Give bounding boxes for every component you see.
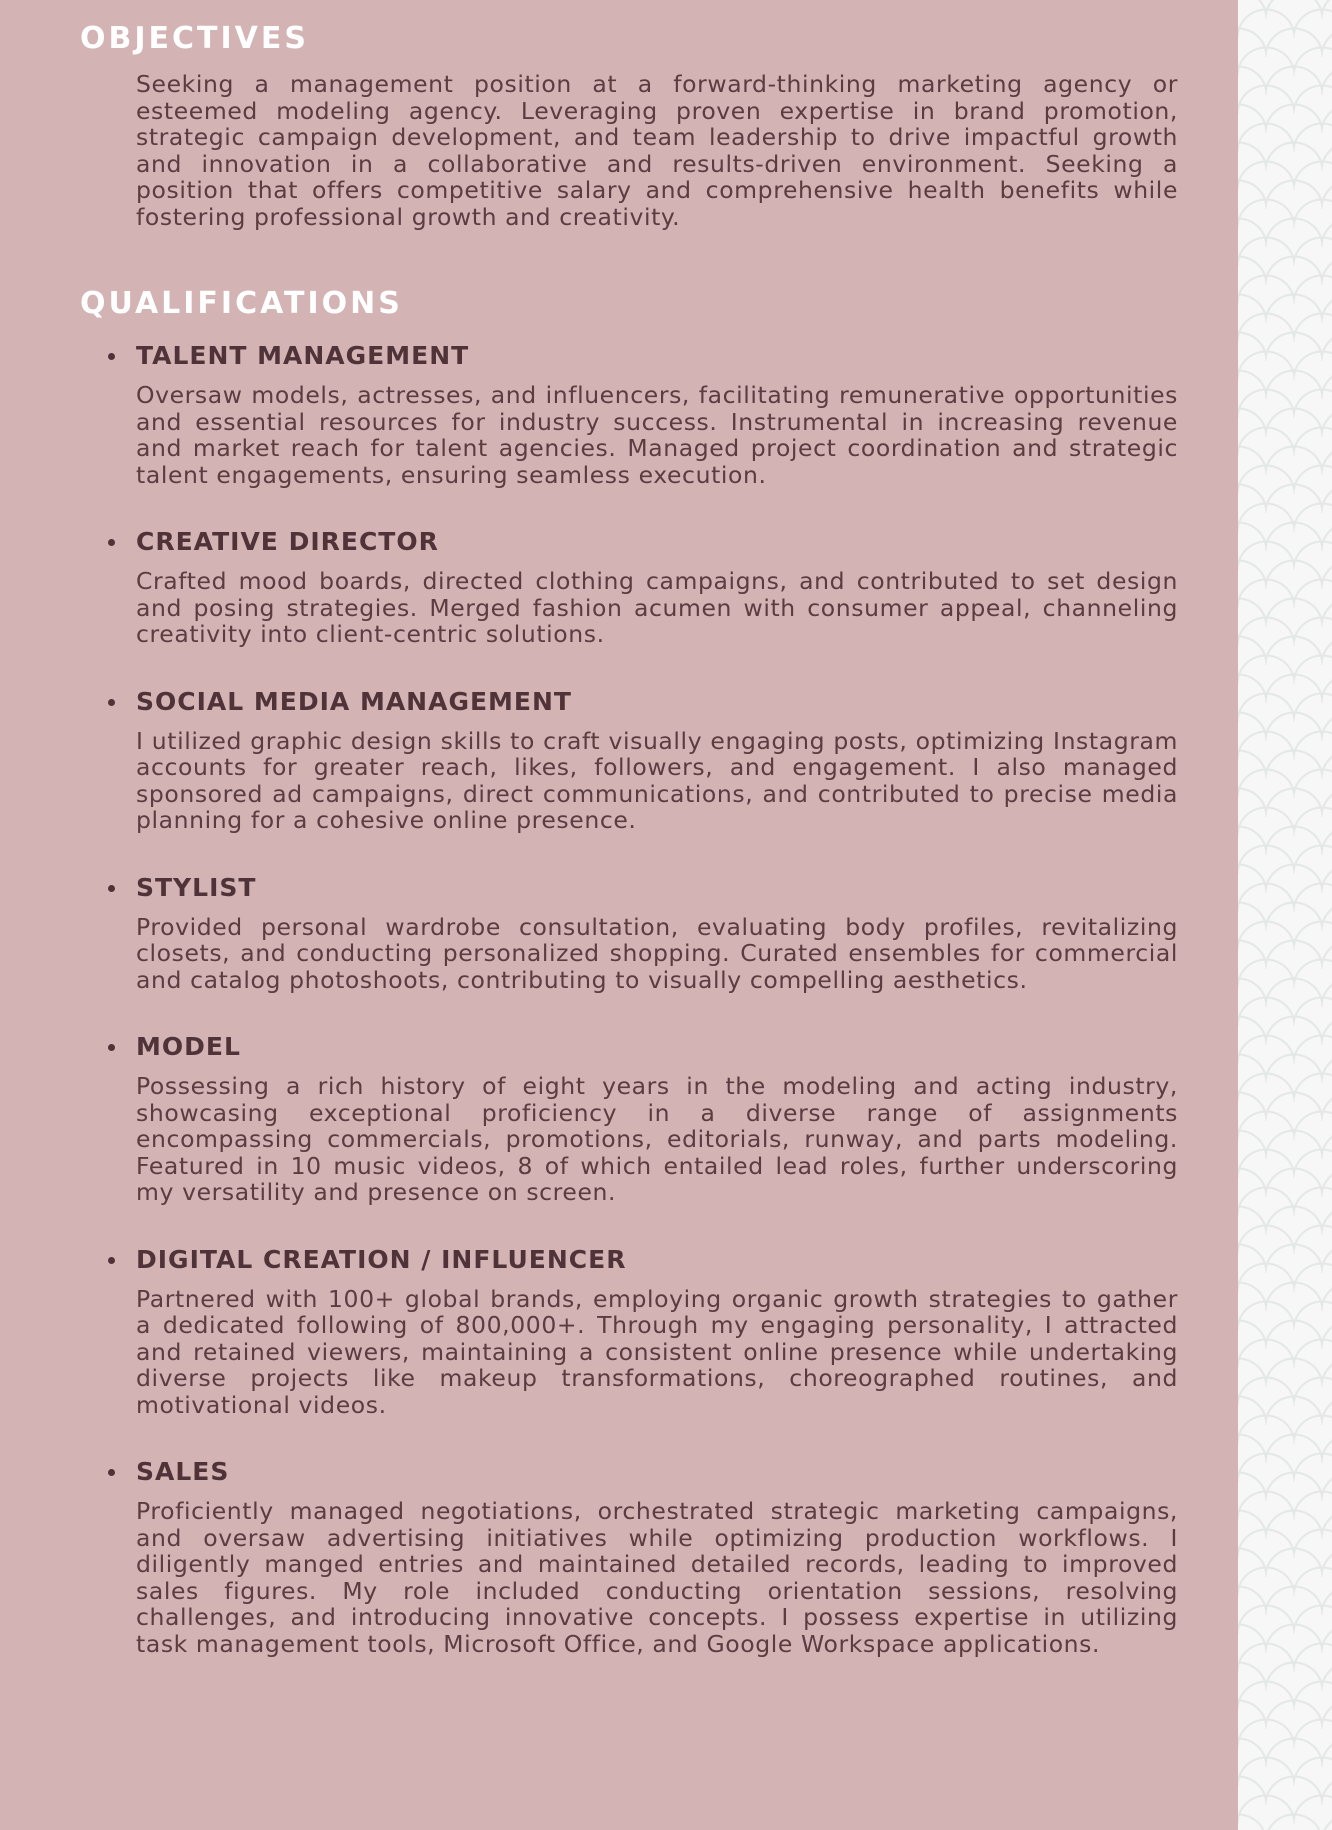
qualification-title-text: TALENT MANAGEMENT <box>136 341 470 370</box>
qualification-item <box>136 526 1178 648</box>
qualification-text: Provided personal wardrobe consultation, evaluating body profiles, revitalizing closets, and conducting personalized shopping. Curated ensembles for commercial and catalog photoshoots, contributing to visually compelling aesthetics. <box>136 912 1178 994</box>
qualification-item <box>136 1244 1178 1419</box>
qualification-title <box>136 526 1178 558</box>
qualification-item <box>136 1456 1178 1657</box>
qualification-text: Proficiently managed negotiations, orchestrated strategic marketing campaigns, and oversaw advertising initiatives while optimizing production workflows. I diligently manged entries and maintained detailed records, leading to improved sales figures. My role included conducting orientation sessions, resolving challenges, and introducing innovative concepts. I possess expertise in utilizing task management tools, Microsoft Office, and Google Workspace applications. <box>136 1497 1178 1658</box>
qualification-text: Oversaw models, actresses, and influencers, facilitating remunerative opportunities and essential resources for industry success. Instrumental in increasing revenue and market reach for talent agencies. Managed project coordination and strategic talent engagements, ensuring seamless execution. <box>136 381 1178 489</box>
qualification-title-text: CREATIVE DIRECTOR <box>136 527 439 556</box>
scallop-pattern-overlay <box>1238 0 1332 1830</box>
bullet-icon <box>108 539 115 546</box>
bullet-icon <box>108 699 115 706</box>
qualification-title <box>136 872 1178 904</box>
bullet-icon <box>108 353 115 360</box>
qualification-title-text: SOCIAL MEDIA MANAGEMENT <box>136 686 572 716</box>
qualification-title-text: DIGITAL CREATION / INFLUENCER <box>136 1244 627 1274</box>
bullet-icon <box>108 1257 115 1264</box>
qualification-text: Partnered with 100+ global brands, employing organic growth strategies to gather a dedicated following of 800,000+. Through my engaging personality, I attracted and retained viewers, maintaining a consistent online presence while undertaking diverse projects like makeup transformations, choreographed routines, and motivational videos. <box>136 1284 1178 1419</box>
qualifications-list <box>136 340 1178 1695</box>
qualification-title-text: MODEL <box>136 1032 241 1061</box>
qualifications-heading: QUALIFICATIONS <box>80 286 403 321</box>
qualification-item <box>136 340 1178 488</box>
qualification-item <box>136 872 1178 994</box>
qualification-title <box>136 686 1178 718</box>
qualification-text: Possessing a rich history of eight years in the modeling and acting industry, showcasing exceptional proficiency in a diverse range of assignments encompassing commercials, promotions, editorials, runway, and parts modeling. Featured in 10 music videos, 8 of which entailed lead roles, further underscoring my versatility and presence on screen. <box>136 1072 1178 1206</box>
bullet-icon <box>108 1044 115 1051</box>
bullet-icon <box>108 1469 115 1476</box>
qualification-item <box>136 1031 1178 1206</box>
objectives-heading: OBJECTIVES <box>80 21 309 56</box>
qualification-title <box>136 340 1178 372</box>
qualification-title-text: STYLIST <box>136 872 257 902</box>
qualification-title <box>136 1456 1178 1488</box>
qualification-text: I utilized graphic design skills to craft visually engaging posts, optimizing Instagram accounts for greater reach, likes, followers, and engagement. I also managed sponsored ad campaigns, direct communications, and contributed to precise media planning for a cohesive online presence. <box>136 726 1178 834</box>
qualification-text: Crafted mood boards, directed clothing campaigns, and contributed to set design and posing strategies. Merged fashion acumen with consumer appeal, channeling creativity into client-centric solutions. <box>136 567 1178 648</box>
qualification-title <box>136 1031 1178 1063</box>
qualification-title-text: SALES <box>136 1457 230 1486</box>
qualification-item <box>136 686 1178 834</box>
qualification-title <box>136 1244 1178 1276</box>
objectives-text: Seeking a management position at a forward-thinking marketing agency or esteemed modeling agency. Leveraging proven expertise in brand promotion, strategic campaign development, and team leadership to drive impactful growth and innovation in a collaborative and results-driven environment. Seeking a position that offers competitive salary and comprehensive health benefits while fostering professional growth and creativity. <box>136 70 1178 231</box>
bullet-icon <box>108 885 115 892</box>
